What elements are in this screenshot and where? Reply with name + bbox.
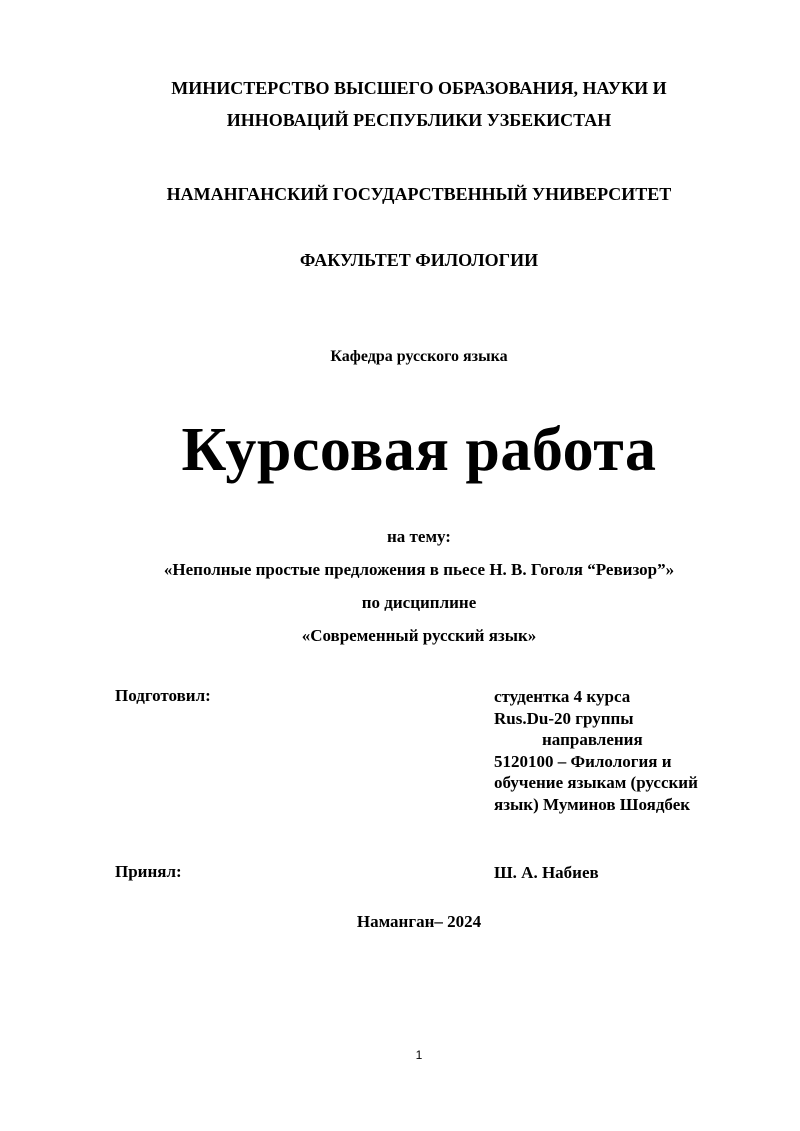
ministry-line-1: МИНИСТЕРСТВО ВЫСШЕГО ОБРАЗОВАНИЯ, НАУКИ И — [171, 78, 667, 98]
topic-block — [0, 520, 800, 652]
city-year: Наманган– 2024 — [356, 912, 482, 931]
topic-intro: на тему: — [387, 527, 451, 546]
prepared-line: обучение языкам (русский — [494, 773, 698, 792]
prepared-line: студентка 4 курса — [494, 687, 631, 706]
faculty-name: ФАКУЛЬТЕТ ФИЛОЛОГИИ — [299, 250, 539, 270]
prepared-line: направления — [542, 730, 643, 749]
prepared-by-info — [494, 686, 698, 815]
page-number: 1 — [415, 1048, 423, 1062]
document-title: Курсовая работа — [181, 416, 657, 484]
ministry-line-2: ИННОВАЦИЙ РЕСПУБЛИКИ УЗБЕКИСТАН — [226, 110, 612, 130]
prepared-line: Rus.Du-20 группы — [494, 708, 634, 728]
discipline-name: «Современный русский язык» — [301, 626, 537, 645]
discipline-intro: по дисциплине — [361, 593, 477, 612]
ministry-heading — [0, 72, 800, 136]
university-name: НАМАНГАНСКИЙ ГОСУДАРСТВЕННЫЙ УНИВЕРСИТЕТ — [166, 184, 672, 204]
accepted-by-name: Ш. А. Набиев — [494, 863, 599, 882]
prepared-by-label: Подготовил: — [115, 686, 211, 705]
topic-name: «Неполные простые предложения в пьесе Н. В. Гоголя “Ревизор”» — [163, 560, 675, 579]
department-name: Кафедра русского языка — [330, 348, 508, 365]
prepared-line: 5120100 – Филология и — [494, 751, 672, 771]
prepared-line: язык) Муминов Шоядбек — [494, 794, 691, 814]
accepted-by-label: Принял: — [115, 862, 182, 881]
